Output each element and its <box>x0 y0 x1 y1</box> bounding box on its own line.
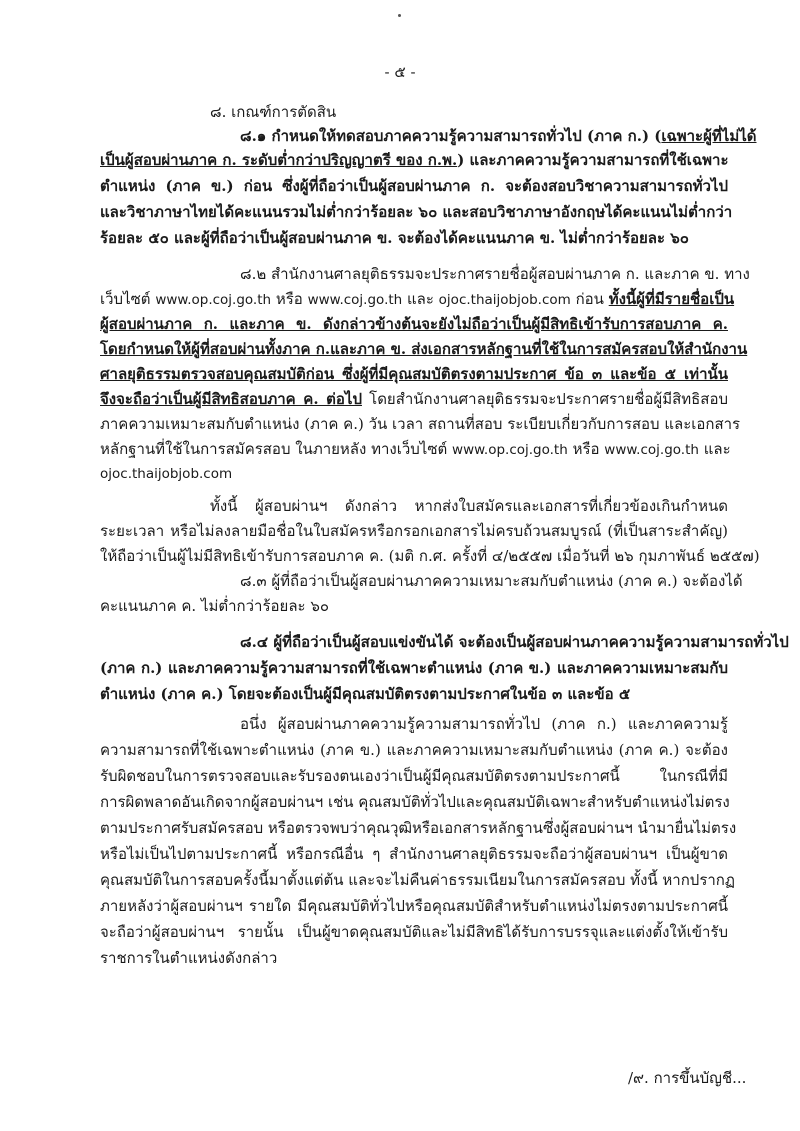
website-link-coj[interactable]: www.coj.go.th <box>307 292 403 308</box>
s82-line8: หลักฐานที่ใช้ในการสมัครสอบ ในภายหลัง ทางเว็บไซต์ www.op.coj.go.th หรือ www.coj.go.th และ <box>100 440 731 458</box>
top-dot-mark <box>398 14 401 17</box>
s84-note-line4: การผิดพลาดอันเกิดจากผู้สอบผ่านฯ เช่น คุณสมบัติทั่วไปและคุณสมบัติเฉพาะสำหรับตำแหน่งไม่ตรง <box>100 793 730 811</box>
s81-line5: ร้อยละ ๕๐ และผู้ที่ถือว่าเป็นผู้สอบผ่านภาค ข. จะต้องได้คะแนนภาค ข. ไม่ต่ำกว่าร้อยละ ๖๐ <box>100 229 689 247</box>
website-link-ojoc-2[interactable]: ojoc.thaijobjob.com <box>100 466 233 482</box>
s84-note-line1: อนึ่ง ผู้สอบผ่านภาคความรู้ความสามารถทั่วไป (ภาค ก.) และภาคความรู้ <box>240 715 728 733</box>
s82-line1: ๘.๒ สำนักงานศาลยุติธรรมจะประกาศรายชื่อผู้สอบผ่านภาค ก. และภาค ข. ทาง <box>240 265 750 283</box>
s84-note-line8: ภายหลังว่าผู้สอบผ่านฯ รายใด มีคุณสมบัติทั่วไปหรือคุณสมบัติสำหรับตำแหน่งไม่ตรงตามประกาศนี้ <box>100 897 728 915</box>
s83-line2: คะแนนภาค ค. ไม่ต่ำกว่าร้อยละ ๖๐ <box>100 597 330 615</box>
s84-line3: ตำแหน่ง (ภาค ค.) โดยจะต้องเป็นผู้มีคุณสมบัติตรงตามประกาศในข้อ ๓ และข้อ ๕ <box>100 685 631 703</box>
s82-line2: เว็บไซต์ www.op.coj.go.th หรือ www.coj.go.th และ ojoc.thaijobjob.com ก่อน ทั้งนี้ผู้ที่มีรายชื่อเป็น <box>100 290 735 308</box>
s84-line1: ๘.๔ ผู้ที่ถือว่าเป็นผู้สอบแข่งขันได้ จะต้องเป็นผู้สอบผ่านภาคความรู้ความสามารถทั่วไป <box>240 633 789 651</box>
s84-line2: (ภาค ก.) และภาคความรู้ความสามารถที่ใช้เฉพาะตำแหน่ง (ภาค ข.) และภาคความเหมาะสมกับ <box>100 659 728 677</box>
section-heading: ๘. เกณฑ์การตัดสิน <box>210 103 337 121</box>
s82-line3: ผู้สอบผ่านภาค ก. และภาค ข. ดังกล่าวข้างต้นจะยังไม่ถือว่าเป็นผู้มีสิทธิเข้ารับการสอบภาค ค. <box>100 315 728 333</box>
s84-note-line6: หรือไม่เป็นไปตามประกาศนี้ หรือกรณีอื่น ๆ สำนักงานศาลยุติธรรมจะถือว่าผู้สอบผ่านฯ เป็นผู้ขาด <box>100 845 728 863</box>
s82-line7: ภาคความเหมาะสมกับตำแหน่ง (ภาค ค.) วัน เวลา สถานที่สอบ ระเบียบเกี่ยวกับการสอบ และเอกสาร <box>100 415 741 433</box>
s84-note-line10: ราชการในตำแหน่งดังกล่าว <box>100 949 278 967</box>
s84-note-line3: รับผิดชอบในการตรวจสอบและรับรองตนเองว่าเป็นผู้มีคุณสมบัติตรงตามประกาศนี้ ในกรณีที่มี <box>100 767 728 785</box>
website-link-ojoc[interactable]: ojoc.thaijobjob.com <box>438 292 571 308</box>
s81-line4: และวิชาภาษาไทยได้คะแนนรวมไม่ต่ำกว่าร้อยละ ๖๐ และสอบวิชาภาษาอังกฤษได้คะแนนไม่ต่ำกว่า <box>100 203 733 221</box>
continuation-footer: /๙. การขึ้นบัญชี... <box>628 1069 747 1087</box>
website-link-coj-2[interactable]: www.coj.go.th <box>604 442 699 458</box>
s84-note-line2: ความสามารถที่ใช้เฉพาะตำแหน่ง (ภาค ข.) และภาคความเหมาะสมกับตำแหน่ง (ภาค ค.) จะต้อง <box>100 741 728 759</box>
website-link-op[interactable]: www.op.coj.go.th <box>155 292 272 308</box>
s81-line2: เป็นผู้สอบผ่านภาค ก. ระดับต่ำกว่าปริญญาตรี ของ ก.พ.) และภาคความรู้ความสามารถที่ใช้เฉพาะ <box>100 151 729 169</box>
s82-line6: จึงจะถือว่าเป็นผู้มีสิทธิสอบภาค ค. ต่อไป โดยสำนักงานศาลยุติธรรมจะประกาศรายชื่อผู้มีสิทธิสอบ <box>100 390 728 408</box>
s81-line1: ๘.๑ กำหนดให้ทดสอบภาคความรู้ความสามารถทั่วไป (ภาค ก.) (เฉพาะผู้ที่ไม่ได้ <box>240 127 757 145</box>
s84-note-line9: จะถือว่าผู้สอบผ่านฯ รายนั้น เป็นผู้ขาดคุณสมบัติและไม่มีสิทธิได้รับการบรรจุและแต่งตั้งให้เข้ารับ <box>100 923 728 941</box>
s82-line5: ศาลยุติธรรมตรวจสอบคุณสมบัติก่อน ซึ่งผู้ที่มีคุณสมบัติตรงตามประกาศ ข้อ ๓ และข้อ ๕ เท่านั้น <box>100 365 728 383</box>
s82-note-line2: ระยะเวลา หรือไม่ลงลายมือชื่อในใบสมัครหรือกรอกเอกสารไม่ครบถ้วนสมบูรณ์ (ที่เป็นสาระสำคัญ) <box>100 522 728 540</box>
s81-line3: ตำแหน่ง (ภาค ข.) ก่อน ซึ่งผู้ที่ถือว่าเป็นผู้สอบผ่านภาค ก. จะต้องสอบวิชาความสามารถทั่วไป <box>100 177 728 195</box>
website-link-op-2[interactable]: www.op.coj.go.th <box>452 442 568 458</box>
s83-line1: ๘.๓ ผู้ที่ถือว่าเป็นผู้สอบผ่านภาคความเหมาะสมกับตำแหน่ง (ภาค ค.) จะต้องได้ <box>240 572 743 590</box>
s82-line4: โดยกำหนดให้ผู้ที่สอบผ่านทั้งภาค ก.และภาค ข. ส่งเอกสารหลักฐานที่ใช้ในการสมัครสอบให้สำนักงาน <box>100 340 748 358</box>
s84-note-line7: คุณสมบัติในการสอบครั้งนี้มาตั้งแต่ต้น และจะไม่คืนค่าธรรมเนียมในการสมัครสอบ ทั้งนี้ หากปรากฏ <box>100 871 735 889</box>
s82-note-line3: ให้ถือว่าเป็นผู้ไม่มีสิทธิเข้ารับการสอบภาค ค. (มติ ก.ศ. ครั้งที่ ๔/๒๕๕๗ เมื่อวันที่ ๒๖ กุมภาพันธ์ ๒๕๕๗) <box>100 547 760 565</box>
s82-note-line1: ทั้งนี้ ผู้สอบผ่านฯ ดังกล่าว หากส่งใบสมัครและเอกสารที่เกี่ยวข้องเกินกำหนด <box>210 497 728 515</box>
page-number: - ๕ - <box>384 63 416 81</box>
s84-note-line5: ตามประกาศรับสมัครสอบ หรือตรวจพบว่าคุณวุฒิหรือเอกสารหลักฐานซึ่งผู้สอบผ่านฯ นำมายื่นไม่ตรง <box>100 819 737 837</box>
